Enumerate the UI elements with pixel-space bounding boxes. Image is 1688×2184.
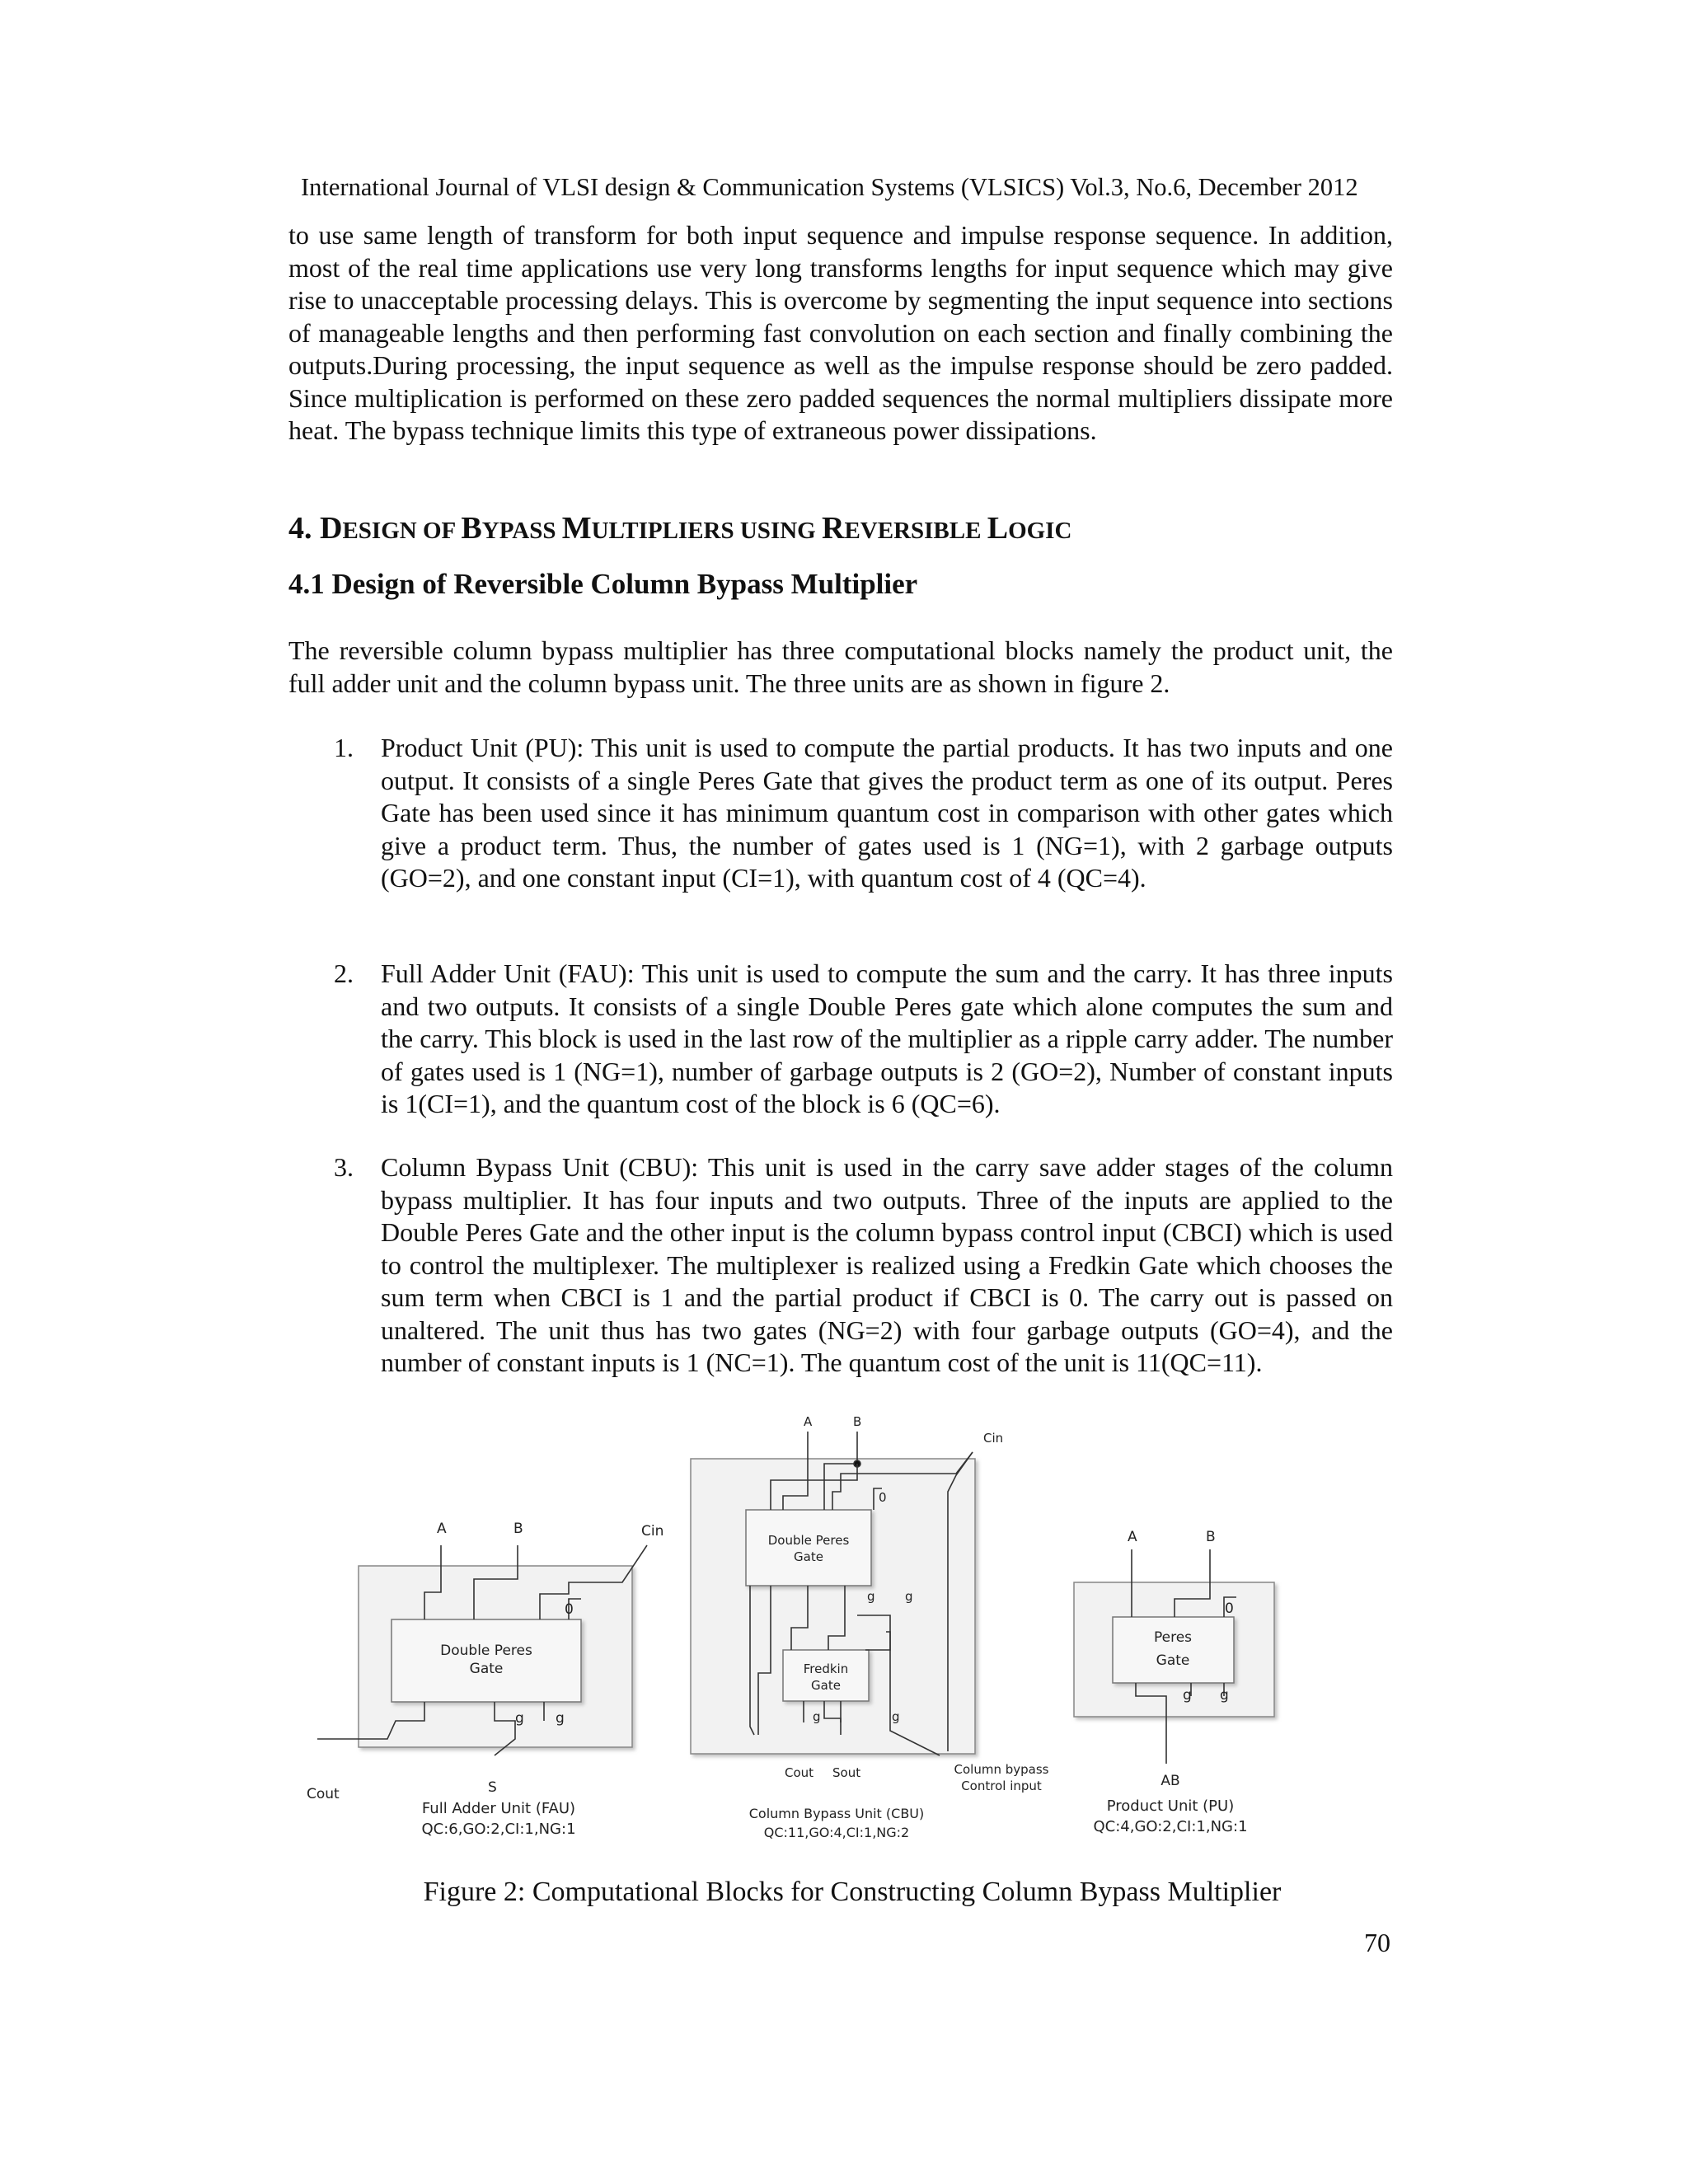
pu-gate-label-2: Gate bbox=[1156, 1652, 1190, 1669]
fau-caption-1: Full Adder Unit (FAU) bbox=[421, 1800, 576, 1817]
list-text: Column Bypass Unit (CBU): This unit is used in the carry save adder stages of the column bypass multiplier. It has four inputs and two outputs. Three of the inputs are applied to the Double Peres Gate and the other input is the column bypass control input (CBCI) which is used to control the multiplexer. The multiplexer is realized using a Fredkin Gate which chooses the sum term when CBCI is 1 and the partial product if CBCI is 0. The carry out is passed on unaltered. The unit thus has two gates (NG=2) with four garbage outputs (GO=4), and the number of constant inputs is 1 (NC=1). The quantum cost of the unit is 11(QC=11). bbox=[381, 1152, 1393, 1377]
fau-output-cout: Cout bbox=[307, 1786, 340, 1802]
cbu-input-a: A bbox=[804, 1414, 813, 1429]
fau-caption-2: QC:6,GO:2,CI:1,NG:1 bbox=[421, 1821, 576, 1838]
cbu-control-label-2: Control input bbox=[961, 1779, 1042, 1793]
list-text: Full Adder Unit (FAU): This unit is used to compute the sum and the carry. It has three inputs and two outputs. It consists of a single Double Peres gate which alone computes the sum and the carry. This block is used in the last row of the multiplier as a ripple carry adder. The number of gates used is 1 (NG=1), number of garbage outputs is 2 (GO=2), Number of constant inputs is 1(CI=1), and the quantum cost of the block is 6 (QC=6). bbox=[381, 958, 1393, 1118]
cbu-block bbox=[691, 1414, 1049, 1840]
cbu-caption-1: Column Bypass Unit (CBU) bbox=[748, 1806, 925, 1821]
list-number: 2. bbox=[334, 958, 354, 988]
pu-caption-1: Product Unit (PU) bbox=[1106, 1797, 1235, 1815]
intro-paragraph: to use same length of transform for both input sequence and impulse response sequence. In addition, most of the real time applications use very long transforms lengths for input sequence which may give rise to unacceptable processing delays. This is overcome by segmenting the input sequence into sections of manageable lengths and then performing fast convolution on each section and finally combining the outputs.During processing, the input sequence as well as the impulse response should be zero padded. Since multiplication is performed on these zero padded sequences the normal multipliers dissipate more heat. The bypass technique limits this type of extraneous power dissipations. bbox=[288, 220, 1393, 445]
running-header: International Journal of VLSI design & Communication Systems (VLSICS) Vol.3, No.6, December 2012 bbox=[301, 173, 1358, 201]
cbu-gate2-label-1: Fredkin bbox=[803, 1661, 849, 1676]
section-number: 4. bbox=[288, 511, 312, 546]
cbu-garbage-4: g bbox=[892, 1709, 900, 1724]
fau-const-zero: 0 bbox=[565, 1601, 574, 1618]
fau-input-b: B bbox=[513, 1521, 523, 1537]
pu-garbage-2: g bbox=[1220, 1687, 1229, 1704]
cbu-gate-double-peres bbox=[746, 1510, 871, 1586]
cbu-output-sout: Sout bbox=[832, 1765, 861, 1780]
pu-input-b: B bbox=[1206, 1529, 1216, 1545]
list-number: 1. bbox=[334, 733, 354, 762]
section-title-part-2: BYPASS bbox=[461, 511, 562, 546]
cbu-input-b: B bbox=[853, 1414, 862, 1429]
fau-gate-label-1: Double Peres bbox=[440, 1643, 532, 1659]
figure-caption: Figure 2: Computational Blocks for Constructing Column Bypass Multiplier bbox=[423, 1877, 1282, 1907]
subsection-paragraph: The reversible column bypass multiplier has three computational blocks namely the product unit, the full adder unit and the column bypass unit. The three units are as shown in figure 2. bbox=[288, 635, 1393, 698]
fau-gate-label-2: Gate bbox=[469, 1661, 504, 1677]
section-title-part-5: LOGIC bbox=[987, 511, 1072, 546]
subsection-heading: 4.1 Design of Reversible Column Bypass Multiplier bbox=[288, 568, 918, 600]
fau-garbage-2: g bbox=[556, 1710, 565, 1727]
cbu-output-cout: Cout bbox=[785, 1765, 814, 1780]
page-number: 70 bbox=[1364, 1928, 1390, 1957]
pu-caption-2: QC:4,GO:2,CI:1,NG:1 bbox=[1093, 1818, 1248, 1835]
cbu-const-zero: 0 bbox=[879, 1490, 887, 1505]
section-heading bbox=[288, 508, 1071, 551]
pu-input-a: A bbox=[1128, 1529, 1137, 1545]
fau-input-cin: Cin bbox=[641, 1523, 664, 1540]
cbu-input-cin: Cin bbox=[983, 1431, 1004, 1446]
section-title-part-1: DESIGN OF bbox=[320, 511, 462, 546]
cbu-garbage-3: g bbox=[813, 1709, 821, 1724]
fau-garbage-1: g bbox=[515, 1710, 524, 1727]
figure-2-diagram bbox=[297, 1401, 1401, 1863]
figure-2 bbox=[297, 1401, 1401, 1863]
pu-gate-label-1: Peres bbox=[1153, 1629, 1193, 1646]
pu-output-ab: AB bbox=[1160, 1773, 1180, 1789]
section-title-part-3: MULTIPLIERS USING bbox=[561, 511, 822, 546]
fau-input-a: A bbox=[437, 1521, 447, 1537]
cbu-gate1-label-2: Gate bbox=[794, 1549, 823, 1564]
pu-block bbox=[1074, 1529, 1274, 1835]
cbu-garbage-1: g bbox=[867, 1589, 875, 1604]
cbu-caption-2: QC:11,GO:4,CI:1,NG:2 bbox=[763, 1825, 910, 1840]
fau-block bbox=[307, 1521, 663, 1838]
pu-gate bbox=[1113, 1617, 1234, 1683]
cbu-gate2-label-2: Gate bbox=[811, 1678, 841, 1693]
cbu-garbage-2: g bbox=[905, 1589, 913, 1604]
list-text: Product Unit (PU): This unit is used to compute the partial products. It has two inputs and one output. It consists of a single Peres Gate that gives the product term as one of its output. Peres Gate has been used since it has minimum quantum cost in comparison with other gates which give a product term. Thus, the number of gates used is 1 (NG=1), with 2 garbage outputs (GO=2), and one constant input (CI=1), with quantum cost of 4 (QC=4). bbox=[381, 733, 1393, 893]
cbu-control-label-1: Column bypass bbox=[954, 1762, 1049, 1777]
section-title-part-4: REVERSIBLE bbox=[821, 511, 987, 546]
fau-output-s: S bbox=[488, 1779, 497, 1796]
pu-garbage-1: g bbox=[1183, 1687, 1192, 1704]
list-number: 3. bbox=[334, 1152, 354, 1182]
cbu-gate1-label-1: Double Peres bbox=[767, 1533, 850, 1548]
pu-const-zero: 0 bbox=[1225, 1601, 1234, 1617]
